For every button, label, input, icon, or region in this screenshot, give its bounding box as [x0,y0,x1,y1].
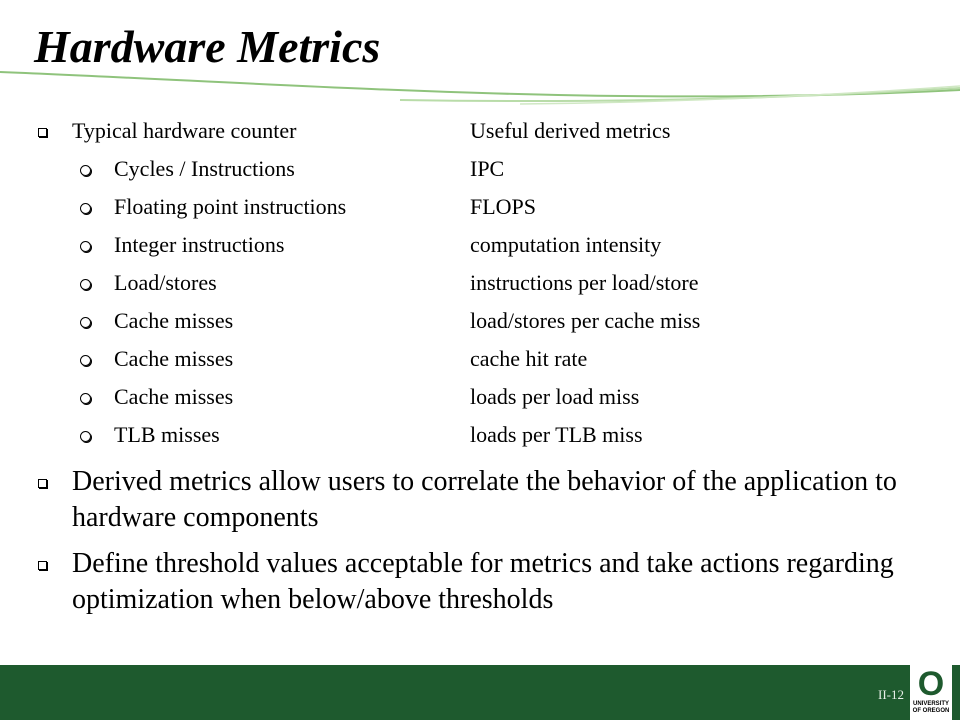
footer-bar [0,665,960,720]
slide-title: Hardware Metrics [34,21,381,72]
derived-metric: computation intensity [470,232,662,257]
paragraph-text: Derived metrics allow users to correlate the behavior of the application to hardware components [72,466,897,533]
counter-name: Cache misses [114,308,234,333]
slide-number: II-12 [878,687,904,702]
square-bullet-icon [38,464,47,500]
university-of-oregon-logo [910,665,952,720]
derived-metric: loads per load miss [470,384,640,409]
derived-metric: cache hit rate [470,346,588,371]
circle-bullet-icon [80,378,91,416]
counter-name: Load/stores [114,270,217,295]
circle-bullet-icon [80,264,91,302]
metric-row [38,416,918,454]
metric-row [38,302,918,340]
circle-bullet-icon [80,188,91,226]
square-bullet-icon [38,112,48,150]
threshold-paragraph [38,546,918,618]
counter-name: Cache misses [114,384,234,409]
counter-name: Floating point instructions [114,194,347,219]
circle-bullet-icon [80,416,91,454]
counter-name: Cache misses [114,346,234,371]
counter-name: Cycles / Instructions [114,156,295,181]
circle-bullet-icon [80,340,91,378]
circle-bullet-icon [80,226,91,264]
metric-row [38,340,918,378]
paragraph-text: Define threshold values acceptable for metrics and take actions regarding optimization when below/above thresholds [72,548,894,615]
metric-row [38,378,918,416]
circle-bullet-icon [80,302,91,340]
slide-content [38,112,918,618]
metric-row [38,150,918,188]
derived-metric: IPC [470,156,505,181]
derived-metric: load/stores per cache miss [470,308,701,333]
derived-metric: instructions per load/store [470,270,699,295]
metric-row [38,226,918,264]
counter-column-header: Typical hardware counter [72,118,297,143]
derived-metric: FLOPS [470,194,537,219]
metric-row [38,264,918,302]
counter-name: TLB misses [114,422,220,447]
counter-name: Integer instructions [114,232,285,257]
logo-mark: O [917,665,945,703]
derived-metrics-paragraph [38,464,918,536]
circle-bullet-icon [80,150,91,188]
square-bullet-icon [38,546,47,582]
derived-column-header: Useful derived metrics [470,118,671,143]
logo-line-2: OF OREGON [912,708,950,714]
header-row [38,112,918,150]
logo-line-1: UNIVERSITY [912,701,949,707]
metric-row [38,188,918,226]
derived-metric: loads per TLB miss [470,422,643,447]
